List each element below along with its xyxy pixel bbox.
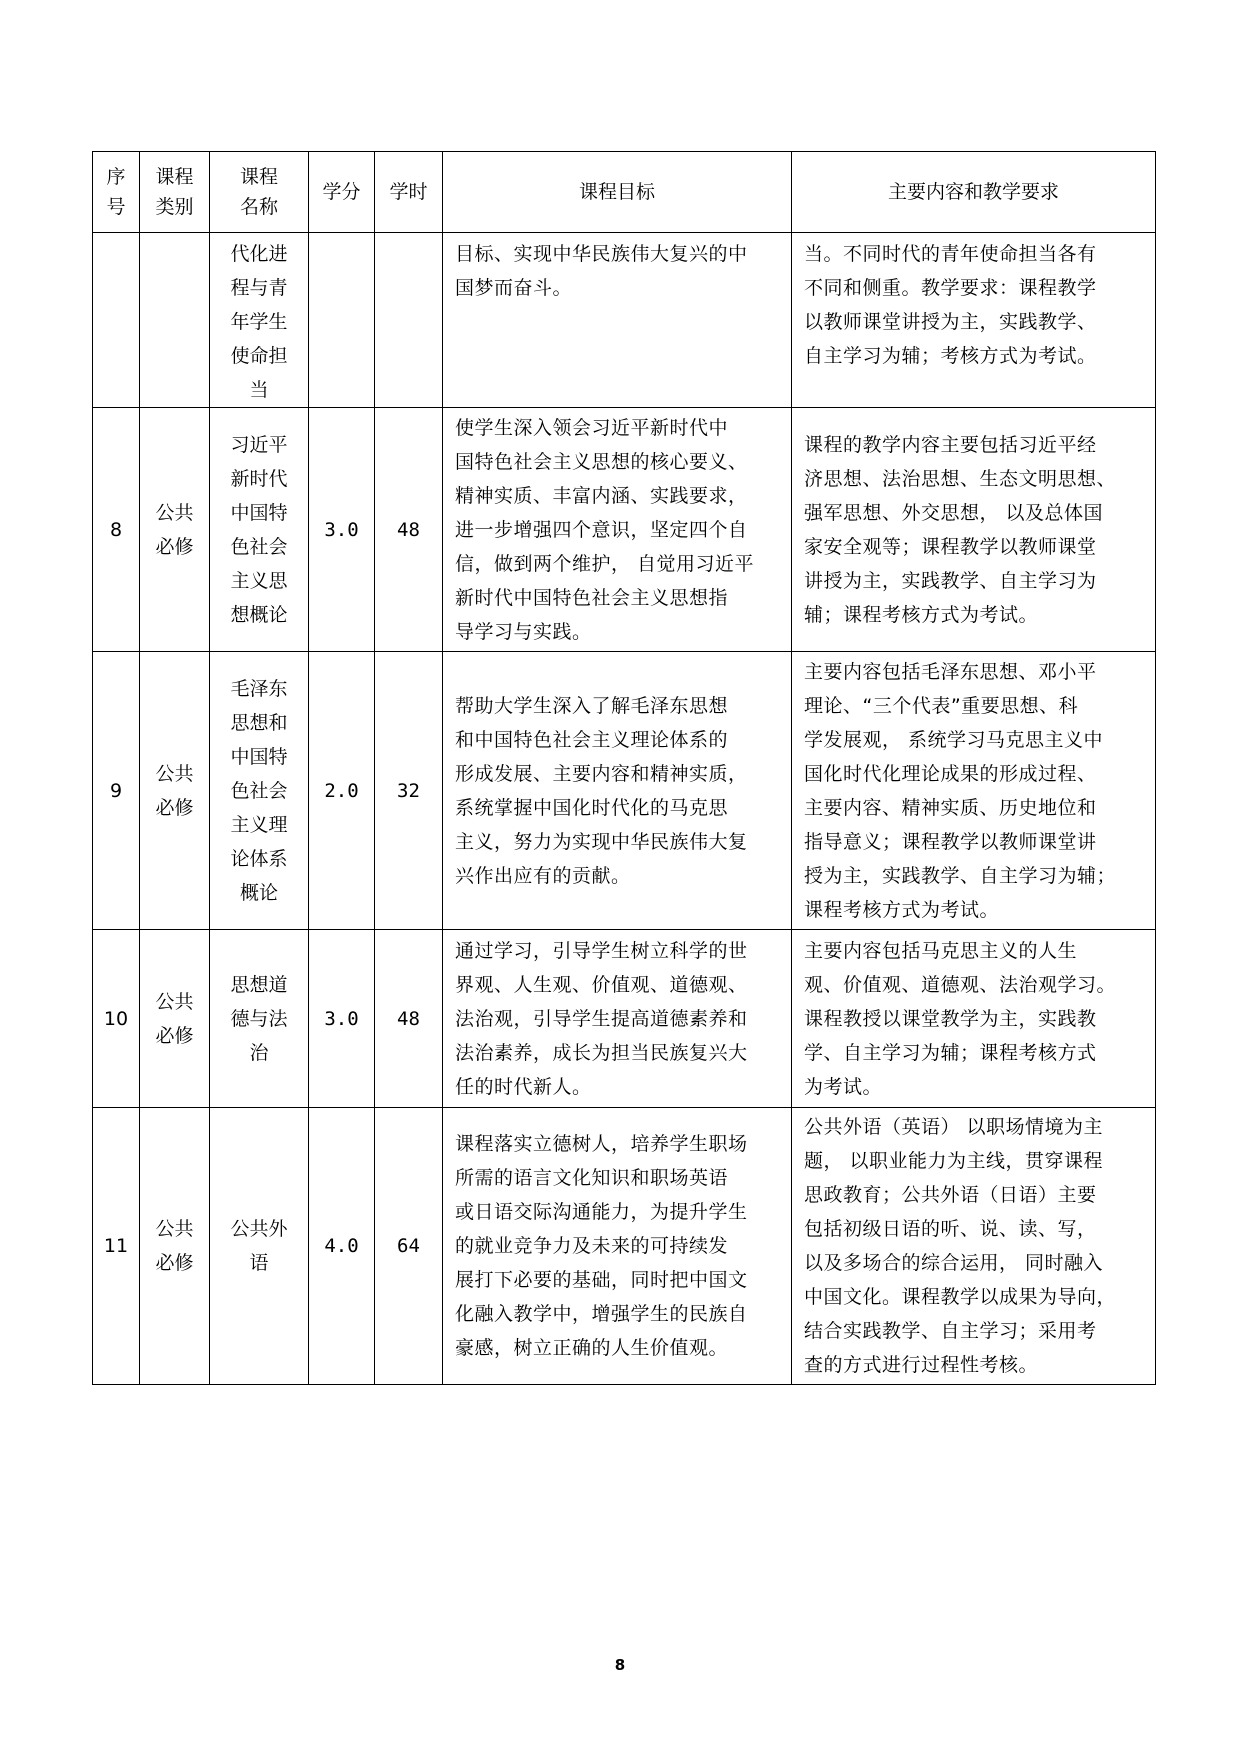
row-objective: 通过学习，引导学生树立科学的世 界观、人生观、价值观、道德观、 法治观，引导学生提高道德素养和 法治素养，成长为担当民族复兴大 任的时代新人。 bbox=[443, 930, 792, 1108]
row-seq: 8 bbox=[93, 408, 140, 652]
row-credit: 4.0 bbox=[309, 1108, 375, 1385]
table-row bbox=[93, 1108, 1156, 1385]
row-course-name: 代化进 程与青 年学生 使命担 当 bbox=[210, 233, 309, 408]
row-seq: 10 bbox=[93, 930, 140, 1108]
row-content: 当。不同时代的青年使命担当各有 不同和侧重。教学要求：课程教学 以教师课堂讲授为主，实践教学、 自主学习为辅；考核方式为考试。 bbox=[792, 233, 1156, 408]
header-name: 课程 名称 bbox=[210, 152, 309, 233]
row-seq: 9 bbox=[93, 652, 140, 930]
row-course-name: 毛泽东 思想和 中国特 色社会 主义理 论体系 概论 bbox=[210, 652, 309, 930]
row-credit: 3.0 bbox=[309, 408, 375, 652]
row-seq bbox=[93, 233, 140, 408]
row-objective: 使学生深入领会习近平新时代中 国特色社会主义思想的核心要义、 精神实质、丰富内涵、实践要求， 进一步增强四个意识，坚定四个自 信，做到两个维护， 自觉用习近平 新时代中国特色社会主义思想指 导学习与实践。 bbox=[443, 408, 792, 652]
table-row bbox=[93, 652, 1156, 930]
row-hours: 64 bbox=[375, 1108, 443, 1385]
row-credit: 3.0 bbox=[309, 930, 375, 1108]
row-hours: 48 bbox=[375, 408, 443, 652]
row-course-name: 思想道 德与法 治 bbox=[210, 930, 309, 1108]
course-table bbox=[92, 151, 1156, 1385]
row-seq: 11 bbox=[93, 1108, 140, 1385]
row-category: 公共 必修 bbox=[140, 930, 210, 1108]
row-course-name: 公共外 语 bbox=[210, 1108, 309, 1385]
row-category: 公共 必修 bbox=[140, 652, 210, 930]
header-objective: 课程目标 bbox=[443, 152, 792, 233]
row-content: 主要内容包括毛泽东思想、邓小平 理论、“三个代表”重要思想、科 学发展观， 系统学习马克思主义中 国化时代化理论成果的形成过程、 主要内容、精神实质、历史地位和 指导意义；课程教学以教师课堂讲 授为主，实践教学、自主学习为辅； 课程考核方式为考试。 bbox=[792, 652, 1156, 930]
row-hours: 32 bbox=[375, 652, 443, 930]
header-seq: 序 号 bbox=[93, 152, 140, 233]
row-course-name: 习近平 新时代 中国特 色社会 主义思 想概论 bbox=[210, 408, 309, 652]
row-category: 公共 必修 bbox=[140, 1108, 210, 1385]
row-objective: 课程落实立德树人，培养学生职场 所需的语言文化知识和职场英语 或日语交际沟通能力，为提升学生 的就业竞争力及未来的可持续发 展打下必要的基础，同时把中国文 化融入教学中，增强学生的民族自 豪感，树立正确的人生价值观。 bbox=[443, 1108, 792, 1385]
row-credit: 2.0 bbox=[309, 652, 375, 930]
row-category: 公共 必修 bbox=[140, 408, 210, 652]
header-row bbox=[93, 152, 1156, 233]
row-hours: 48 bbox=[375, 930, 443, 1108]
row-content: 课程的教学内容主要包括习近平经 济思想、法治思想、生态文明思想、 强军思想、外交思想， 以及总体国 家安全观等；课程教学以教师课堂 讲授为主，实践教学、自主学习为 辅；课程考核方式为考试。 bbox=[792, 408, 1156, 652]
row-objective: 帮助大学生深入了解毛泽东思想 和中国特色社会主义理论体系的 形成发展、主要内容和精神实质， 系统掌握中国化时代化的马克思 主义，努力为实现中华民族伟大复 兴作出应有的贡献。 bbox=[443, 652, 792, 930]
row-objective: 目标、实现中华民族伟大复兴的中 国梦而奋斗。 bbox=[443, 233, 792, 408]
row-credit bbox=[309, 233, 375, 408]
header-category: 课程 类别 bbox=[140, 152, 210, 233]
row-hours bbox=[375, 233, 443, 408]
row-category bbox=[140, 233, 210, 408]
row-content: 公共外语（英语） 以职场情境为主 题， 以职业能力为主线，贯穿课程 思政教育；公共外语（日语）主要 包括初级日语的听、说、读、写， 以及多场合的综合运用， 同时融入 中国文化。课程教学以成果为导向， 结合实践教学、自主学习；采用考 查的方式进行过程性考核。 bbox=[792, 1108, 1156, 1385]
table-row bbox=[93, 233, 1156, 408]
header-content: 主要内容和教学要求 bbox=[792, 152, 1156, 233]
table-row bbox=[93, 930, 1156, 1108]
header-credit: 学分 bbox=[309, 152, 375, 233]
row-content: 主要内容包括马克思主义的人生 观、价值观、道德观、法治观学习。 课程教授以课堂教学为主，实践教 学、自主学习为辅；课程考核方式 为考试。 bbox=[792, 930, 1156, 1108]
table-row bbox=[93, 408, 1156, 652]
page-number: 8 bbox=[614, 1656, 626, 1674]
header-hours: 学时 bbox=[375, 152, 443, 233]
